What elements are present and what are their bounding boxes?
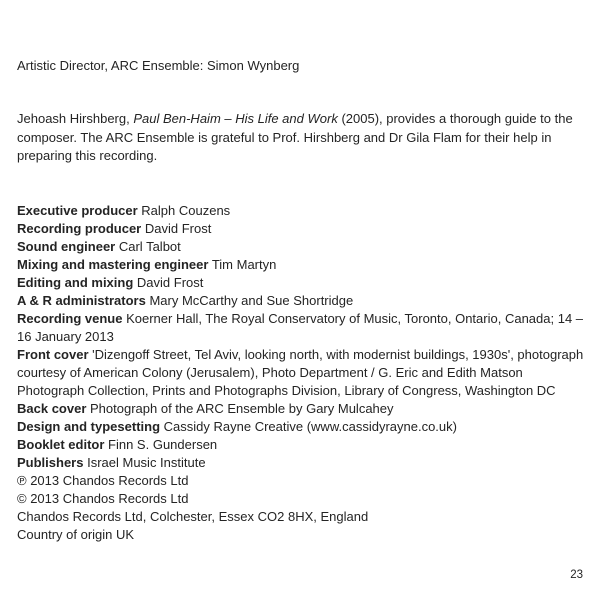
credit-label: Mixing and mastering engineer [17, 256, 209, 272]
credit-label: A & R administrators [17, 292, 146, 308]
credit-label: Recording producer [17, 220, 142, 236]
credit-value: David Frost [136, 274, 204, 290]
credit-value: Tim Martyn [211, 256, 277, 272]
credits-section [17, 202, 586, 472]
credit-line [17, 238, 586, 256]
credit-value: Ralph Couzens [141, 202, 231, 218]
credit-value: Koerner Hall, The Royal Conservatory of Music, Toronto, Ontario, Canada; 14 – 16 January 2013 [17, 310, 584, 344]
credit-label: Executive producer [17, 202, 138, 218]
credit-line [17, 274, 586, 292]
credit-line [17, 310, 586, 346]
credit-line [17, 436, 586, 454]
legal-section [17, 472, 586, 544]
acknowledgement-text-after: (2005), provides a thorough guide to the composer. The ARC Ensemble is grateful to Prof. Hirshberg and Dr Gila Flam for their help in preparing this recording. [17, 111, 573, 163]
legal-line: © 2013 Chandos Records Ltd [17, 490, 189, 506]
credit-value: Mary McCarthy and Sue Shortridge [149, 292, 354, 308]
credit-line [17, 202, 586, 220]
credit-value: Photograph of the ARC Ensemble by Gary Mulcahey [90, 400, 394, 416]
credit-line [17, 454, 586, 472]
credit-value: David Frost [144, 220, 212, 236]
credit-label: Recording venue [17, 310, 123, 326]
book-title-italic: Paul Ben-Haim – His Life and Work [133, 111, 338, 126]
credit-label: Design and typesetting [17, 418, 161, 434]
credit-value: Finn S. Gundersen [108, 436, 218, 452]
credit-line [17, 346, 586, 400]
acknowledgement-text-before: Jehoash Hirshberg, [17, 111, 134, 126]
credit-value: Cassidy Rayne Creative (www.cassidyrayne.co.uk) [163, 418, 457, 434]
credit-label: Booklet editor [17, 436, 105, 452]
credit-line [17, 256, 586, 274]
credit-label: Editing and mixing [17, 274, 134, 290]
credit-line [17, 292, 586, 310]
credit-label: Front cover [17, 346, 89, 362]
credit-value: Carl Talbot [118, 238, 181, 254]
artistic-director-line: Artistic Director, ARC Ensemble: Simon Wynberg [17, 58, 300, 73]
credit-value: 'Dizengoff Street, Tel Aviv, looking north, with modernist buildings, 1930s', photograph courtesy of American Colony (Jerusalem), Photo Department / G. Eric and Edith Matson Photograph Collection, Prints and Photographs Division, Library of Congress, Washington DC [17, 346, 584, 398]
credit-label: Back cover [17, 400, 87, 416]
credit-label: Sound engineer [17, 238, 116, 254]
credit-line [17, 220, 586, 238]
credit-value: Israel Music Institute [87, 454, 206, 470]
legal-line: Chandos Records Ltd, Colchester, Essex CO2 8HX, England [17, 508, 369, 524]
credit-line [17, 400, 586, 418]
legal-line: ℗ 2013 Chandos Records Ltd [17, 472, 189, 488]
legal-line: Country of origin UK [17, 526, 135, 542]
credit-label: Publishers [17, 454, 84, 470]
credit-line [17, 418, 586, 436]
page-number: 23 [570, 569, 583, 581]
acknowledgement-paragraph [17, 110, 586, 166]
